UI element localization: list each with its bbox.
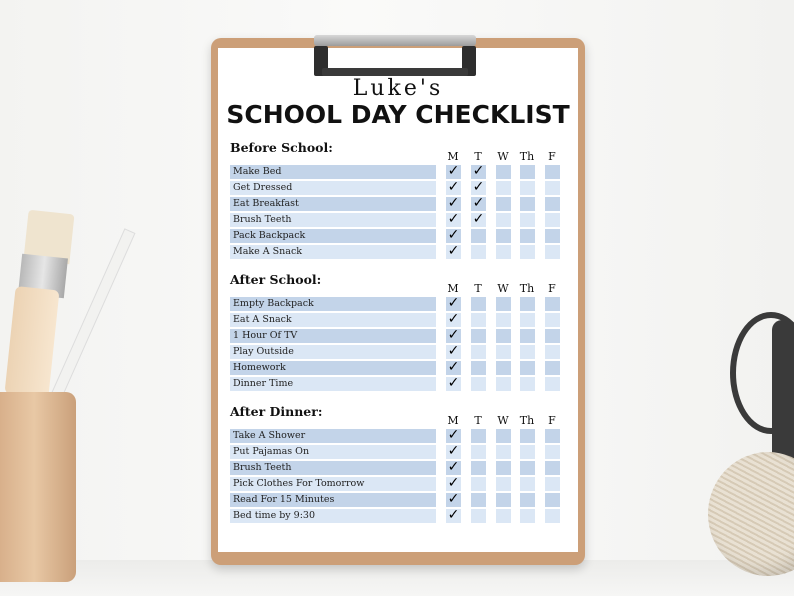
checkbox-th[interactable]: [520, 493, 535, 507]
checkbox-m[interactable]: [446, 493, 461, 507]
checkmark-icon: ✓: [472, 179, 485, 195]
checkbox-m[interactable]: [446, 213, 461, 227]
task-row: 1 Hour Of TV: [230, 329, 436, 343]
checkbox-w[interactable]: [496, 345, 511, 359]
checkbox-w[interactable]: [496, 461, 511, 475]
checkmark-icon: ✓: [447, 243, 460, 259]
checkbox-t[interactable]: [471, 213, 486, 227]
checkbox-w[interactable]: [496, 245, 511, 259]
checkbox-m[interactable]: [446, 197, 461, 211]
checkbox-f[interactable]: [545, 297, 560, 311]
task-row: Eat A Snack: [230, 313, 436, 327]
day-header-f: F: [548, 282, 556, 295]
checkbox-t[interactable]: [471, 461, 486, 475]
checkbox-th[interactable]: [520, 245, 535, 259]
checkbox-th[interactable]: [520, 429, 535, 443]
checkbox-m[interactable]: [446, 445, 461, 459]
checkbox-t[interactable]: [471, 245, 486, 259]
checklist-title: SCHOOL DAY CHECKLIST: [226, 100, 570, 129]
checkbox-w[interactable]: [496, 509, 511, 523]
checkbox-t[interactable]: [471, 493, 486, 507]
checkbox-m[interactable]: [446, 461, 461, 475]
checkbox-f[interactable]: [545, 493, 560, 507]
checkbox-t[interactable]: [471, 509, 486, 523]
checkbox-m[interactable]: [446, 509, 461, 523]
day-header-th: Th: [519, 414, 535, 427]
checkbox-f[interactable]: [545, 181, 560, 195]
checkbox-f[interactable]: [545, 197, 560, 211]
checkbox-w[interactable]: [496, 229, 511, 243]
checkmark-icon: ✓: [472, 163, 485, 179]
checkbox-f[interactable]: [545, 509, 560, 523]
checkbox-m[interactable]: [446, 329, 461, 343]
checkmark-icon: ✓: [447, 211, 460, 227]
checkbox-m[interactable]: [446, 297, 461, 311]
checkbox-w[interactable]: [496, 361, 511, 375]
checkbox-m[interactable]: [446, 361, 461, 375]
checkbox-th[interactable]: [520, 213, 535, 227]
checkbox-t[interactable]: [471, 313, 486, 327]
checkbox-m[interactable]: [446, 477, 461, 491]
day-header-w: W: [497, 282, 509, 295]
checkbox-t[interactable]: [471, 361, 486, 375]
checkbox-w[interactable]: [496, 429, 511, 443]
task-row: Homework: [230, 361, 436, 375]
checkbox-f[interactable]: [545, 213, 560, 227]
task-row: Put Pajamas On: [230, 445, 436, 459]
checkbox-t[interactable]: [471, 377, 486, 391]
day-header-m: M: [447, 282, 459, 295]
day-header-t: T: [474, 282, 482, 295]
task-row: Brush Teeth: [230, 461, 436, 475]
day-header-t: T: [474, 414, 482, 427]
checkbox-m[interactable]: [446, 245, 461, 259]
checkbox-th[interactable]: [520, 477, 535, 491]
checkmark-icon: ✓: [447, 343, 460, 359]
task-row: Make A Snack: [230, 245, 436, 259]
checkbox-w[interactable]: [496, 493, 511, 507]
checkmark-icon: ✓: [447, 327, 460, 343]
checkbox-m[interactable]: [446, 165, 461, 179]
checkbox-f[interactable]: [545, 429, 560, 443]
day-header-w: W: [497, 150, 509, 163]
checkmark-icon: ✓: [447, 179, 460, 195]
checkbox-t[interactable]: [471, 181, 486, 195]
checkmark-icon: ✓: [447, 491, 460, 507]
checkmark-icon: ✓: [447, 163, 460, 179]
day-header-f: F: [548, 414, 556, 427]
checkbox-w[interactable]: [496, 197, 511, 211]
clipboard-clip-base: [322, 68, 468, 76]
checkbox-th[interactable]: [520, 461, 535, 475]
task-row: Eat Breakfast: [230, 197, 436, 211]
checkmark-icon: ✓: [447, 359, 460, 375]
checkbox-m[interactable]: [446, 377, 461, 391]
checkmark-icon: ✓: [447, 311, 460, 327]
checkbox-t[interactable]: [471, 445, 486, 459]
section-title: Before School:: [230, 140, 333, 155]
day-header-m: M: [447, 150, 459, 163]
checkbox-t[interactable]: [471, 165, 486, 179]
checkbox-m[interactable]: [446, 229, 461, 243]
day-header-f: F: [548, 150, 556, 163]
checkbox-f[interactable]: [545, 377, 560, 391]
checkbox-m[interactable]: [446, 345, 461, 359]
checkmark-icon: ✓: [447, 459, 460, 475]
task-row: Make Bed: [230, 165, 436, 179]
checkmark-icon: ✓: [447, 195, 460, 211]
checkbox-th[interactable]: [520, 297, 535, 311]
checkbox-t[interactable]: [471, 229, 486, 243]
checkbox-t[interactable]: [471, 345, 486, 359]
child-name: Luke's: [352, 76, 444, 101]
day-header-th: Th: [519, 282, 535, 295]
checkbox-t[interactable]: [471, 329, 486, 343]
checkbox-w[interactable]: [496, 165, 511, 179]
checkbox-th[interactable]: [520, 313, 535, 327]
wooden-jar: [0, 392, 76, 582]
checkbox-th[interactable]: [520, 361, 535, 375]
checkmark-icon: ✓: [447, 507, 460, 523]
checkbox-w[interactable]: [496, 377, 511, 391]
task-row: Pack Backpack: [230, 229, 436, 243]
checkbox-w[interactable]: [496, 297, 511, 311]
checkbox-w[interactable]: [496, 477, 511, 491]
checkbox-th[interactable]: [520, 165, 535, 179]
checkbox-f[interactable]: [545, 361, 560, 375]
checkmark-icon: ✓: [447, 427, 460, 443]
checkmark-icon: ✓: [447, 375, 460, 391]
checkbox-th[interactable]: [520, 377, 535, 391]
task-row: Play Outside: [230, 345, 436, 359]
checkbox-f[interactable]: [545, 477, 560, 491]
checkbox-th[interactable]: [520, 509, 535, 523]
scissors-blade: [772, 320, 794, 470]
checkbox-f[interactable]: [545, 445, 560, 459]
checkbox-w[interactable]: [496, 445, 511, 459]
day-header-th: Th: [519, 150, 535, 163]
checkbox-m[interactable]: [446, 429, 461, 443]
task-row: Read For 15 Minutes: [230, 493, 436, 507]
checkmark-icon: ✓: [447, 443, 460, 459]
checkmark-icon: ✓: [447, 295, 460, 311]
checkbox-th[interactable]: [520, 181, 535, 195]
checkbox-t[interactable]: [471, 429, 486, 443]
checkbox-f[interactable]: [545, 313, 560, 327]
checkbox-th[interactable]: [520, 197, 535, 211]
clipboard-clip-bar: [314, 35, 476, 46]
checkbox-w[interactable]: [496, 181, 511, 195]
task-row: Bed time by 9:30: [230, 509, 436, 523]
checkbox-t[interactable]: [471, 197, 486, 211]
checkmark-icon: ✓: [472, 195, 485, 211]
task-row: Take A Shower: [230, 429, 436, 443]
checkbox-m[interactable]: [446, 181, 461, 195]
checkbox-th[interactable]: [520, 229, 535, 243]
checkbox-f[interactable]: [545, 165, 560, 179]
checkmark-icon: ✓: [447, 227, 460, 243]
checkbox-w[interactable]: [496, 213, 511, 227]
checkmark-icon: ✓: [472, 211, 485, 227]
checkbox-w[interactable]: [496, 329, 511, 343]
checkbox-f[interactable]: [545, 245, 560, 259]
checkbox-th[interactable]: [520, 329, 535, 343]
checkmark-icon: ✓: [447, 475, 460, 491]
task-row: Get Dressed: [230, 181, 436, 195]
day-header-t: T: [474, 150, 482, 163]
task-row: Pick Clothes For Tomorrow: [230, 477, 436, 491]
task-row: Dinner Time: [230, 377, 436, 391]
day-header-m: M: [447, 414, 459, 427]
checkbox-t[interactable]: [471, 297, 486, 311]
checkbox-th[interactable]: [520, 345, 535, 359]
checkbox-m[interactable]: [446, 313, 461, 327]
checkbox-f[interactable]: [545, 329, 560, 343]
checkbox-f[interactable]: [545, 229, 560, 243]
section-title: After School:: [230, 272, 322, 287]
shelf-surface: [0, 560, 794, 596]
checkbox-th[interactable]: [520, 445, 535, 459]
checkbox-f[interactable]: [545, 345, 560, 359]
checkbox-t[interactable]: [471, 477, 486, 491]
task-row: Brush Teeth: [230, 213, 436, 227]
section-title: After Dinner:: [230, 404, 323, 419]
checkbox-f[interactable]: [545, 461, 560, 475]
checkbox-w[interactable]: [496, 313, 511, 327]
task-row: Empty Backpack: [230, 297, 436, 311]
day-header-w: W: [497, 414, 509, 427]
